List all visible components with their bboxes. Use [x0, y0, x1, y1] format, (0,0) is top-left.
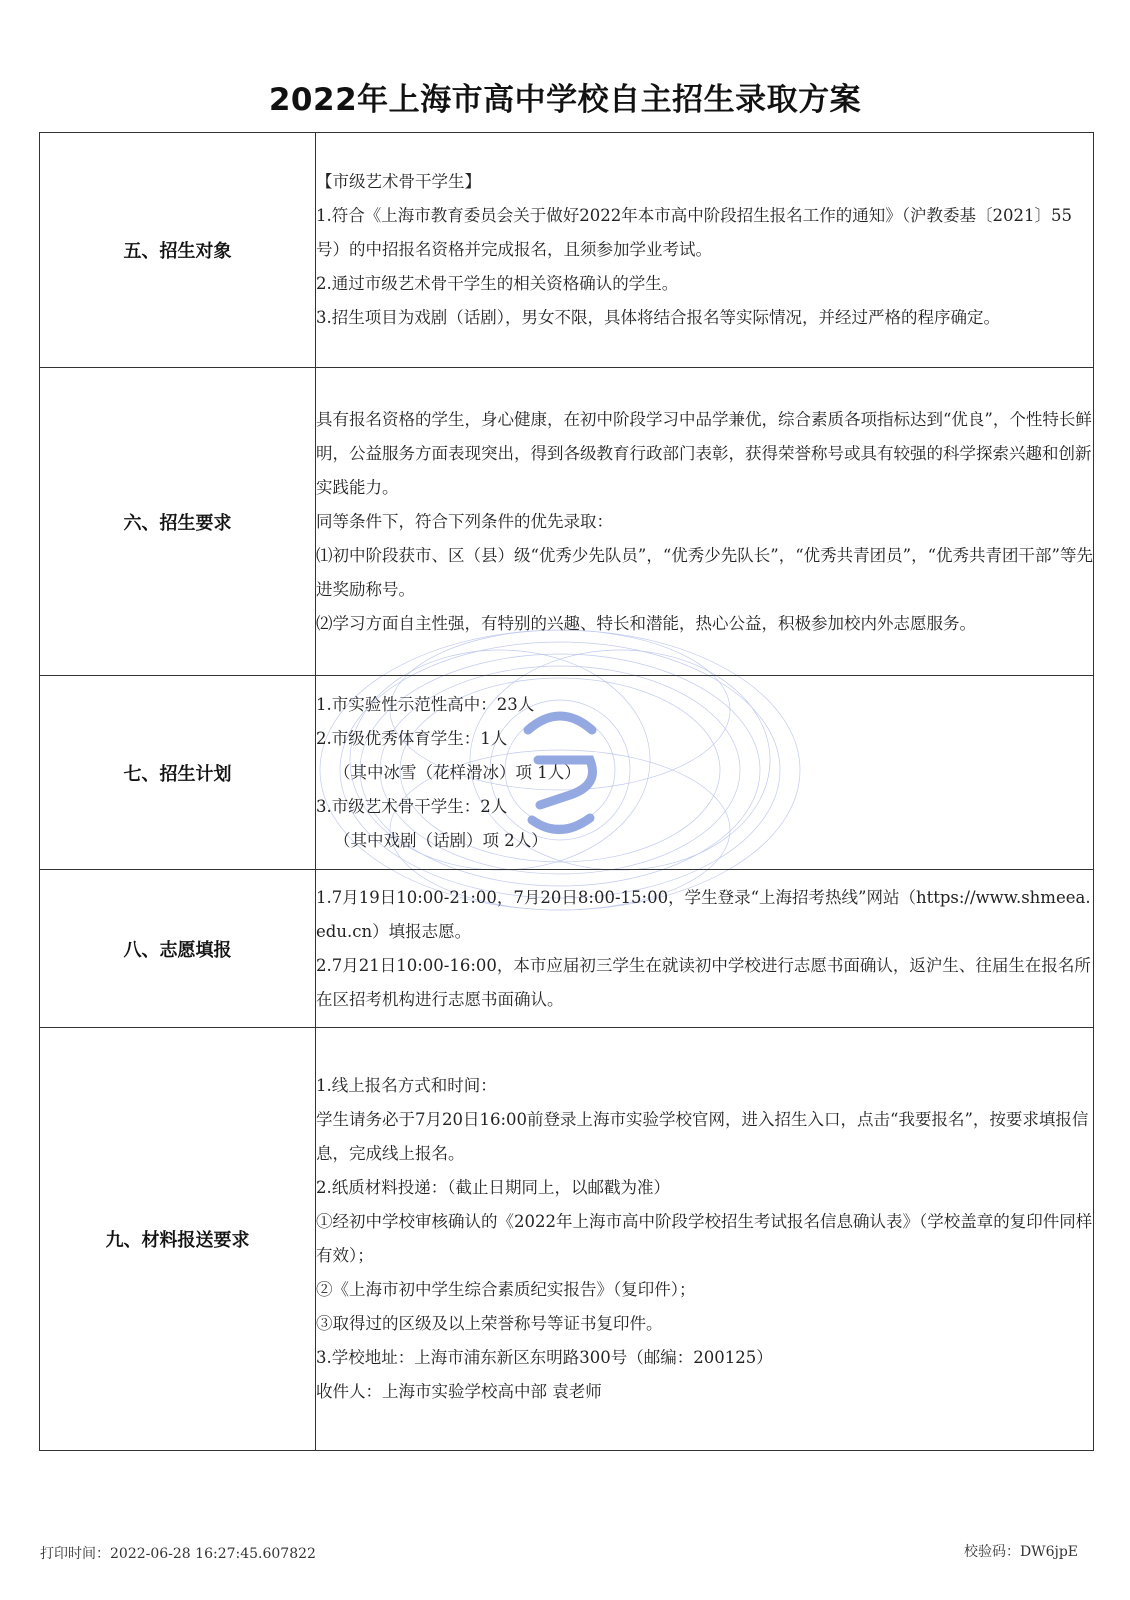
table-row — [40, 1028, 1094, 1451]
content-line: （其中冰雪（花样滑冰）项 1人） — [334, 762, 581, 782]
print-time: 打印时间：2022-06-28 16:27:45.607822 — [40, 1546, 316, 1562]
content-line: 2.7月21日10:00-16:00，本市应届初三学生在就读初中学校进行志愿书面确认，返沪生、往届生在报名所在区招考机构进行志愿书面确认。 — [316, 955, 1091, 1009]
content-line: 学生请务必于7月20日16:00前登录上海市实验学校官网，进入招生入口，点击“我要报名”，按要求填报信息，完成线上报名。 — [316, 1110, 1089, 1163]
content-line: ②《上海市初中学生综合素质纪实报告》（复印件）； — [316, 1280, 696, 1299]
content-line: ③取得过的区级及以上荣誉称号等证书复印件。 — [316, 1314, 663, 1333]
row-label: 七、招生计划 — [40, 676, 316, 870]
content-line: 1.7月19日10:00-21:00，7月20日8:00-15:00，学生登录“上海招考热线”网站（https://www.shmeea.edu.cn）填报志愿。 — [316, 887, 1091, 941]
content-line: （其中戏剧（话剧）项 2人） — [334, 830, 548, 850]
content-line: 1.符合《上海市教育委员会关于做好2022年本市高中阶段招生报名工作的通知》（沪教委基〔2021〕55号）的中招报名资格并完成报名，且须参加学业考试。 — [316, 206, 1072, 259]
content-line: 1.市实验性示范性高中：23人 — [316, 694, 535, 714]
table-row — [40, 133, 1094, 368]
row-content — [316, 368, 1094, 676]
admission-plan-table — [39, 132, 1094, 1451]
content-line: 2.市级优秀体育学生：1人 — [316, 728, 508, 748]
page-title: 2022年上海市高中学校自主招生录取方案 — [268, 82, 862, 118]
table-row — [40, 870, 1094, 1028]
content-line: 2.通过市级艺术骨干学生的相关资格确认的学生。 — [316, 274, 679, 293]
row-content — [316, 133, 1094, 368]
content-line: ①经初中学校审核确认的《2022年上海市高中阶段学校招生考试报名信息确认表》（学校盖章的复印件同样有效）； — [316, 1212, 1093, 1265]
row-content — [316, 870, 1094, 1028]
content-line: ⑵学习方面自主性强，有特别的兴趣、特长和潜能，热心公益，积极参加校内外志愿服务。 — [316, 613, 976, 633]
content-line: 1.线上报名方式和时间： — [316, 1076, 497, 1095]
content-line: 收件人：上海市实验学校高中部 袁老师 — [316, 1382, 602, 1401]
row-content — [316, 1028, 1094, 1451]
verification-code: 校验码：DW6jpE — [963, 1544, 1078, 1560]
content-line: ⑴初中阶段获市、区（县）级“优秀少先队员”，“优秀少先队长”，“优秀共青团员”，“优秀共青团干部”等先进奖励称号。 — [316, 545, 1093, 599]
content-line: 【市级艺术骨干学生】 — [316, 172, 481, 191]
content-line: 3.市级艺术骨干学生：2人 — [316, 796, 508, 816]
content-line: 2.纸质材料投递：（截止日期同上，以邮戳为准） — [316, 1178, 670, 1197]
content-line: 3.招生项目为戏剧（话剧），男女不限，具体将结合报名等实际情况，并经过严格的程序确定。 — [316, 308, 1000, 327]
table-row — [40, 368, 1094, 676]
table-row — [40, 676, 1094, 870]
row-label: 六、招生要求 — [40, 368, 316, 676]
content-line: 3.学校地址：上海市浦东新区东明路300号（邮编：200125） — [316, 1348, 773, 1367]
row-content — [316, 676, 1094, 870]
content-line: 同等条件下，符合下列条件的优先录取： — [316, 511, 613, 531]
content-line: 具有报名资格的学生，身心健康，在初中阶段学习中品学兼优，综合素质各项指标达到“优良”，个性特长鲜明，公益服务方面表现突出，得到各级教育行政部门表彰，获得荣誉称号或具有较强的科学探索兴趣和创新实践能力。 — [316, 409, 1092, 497]
row-label: 五、招生对象 — [40, 133, 316, 368]
row-label: 九、材料报送要求 — [40, 1028, 316, 1451]
row-label: 八、志愿填报 — [40, 870, 316, 1028]
